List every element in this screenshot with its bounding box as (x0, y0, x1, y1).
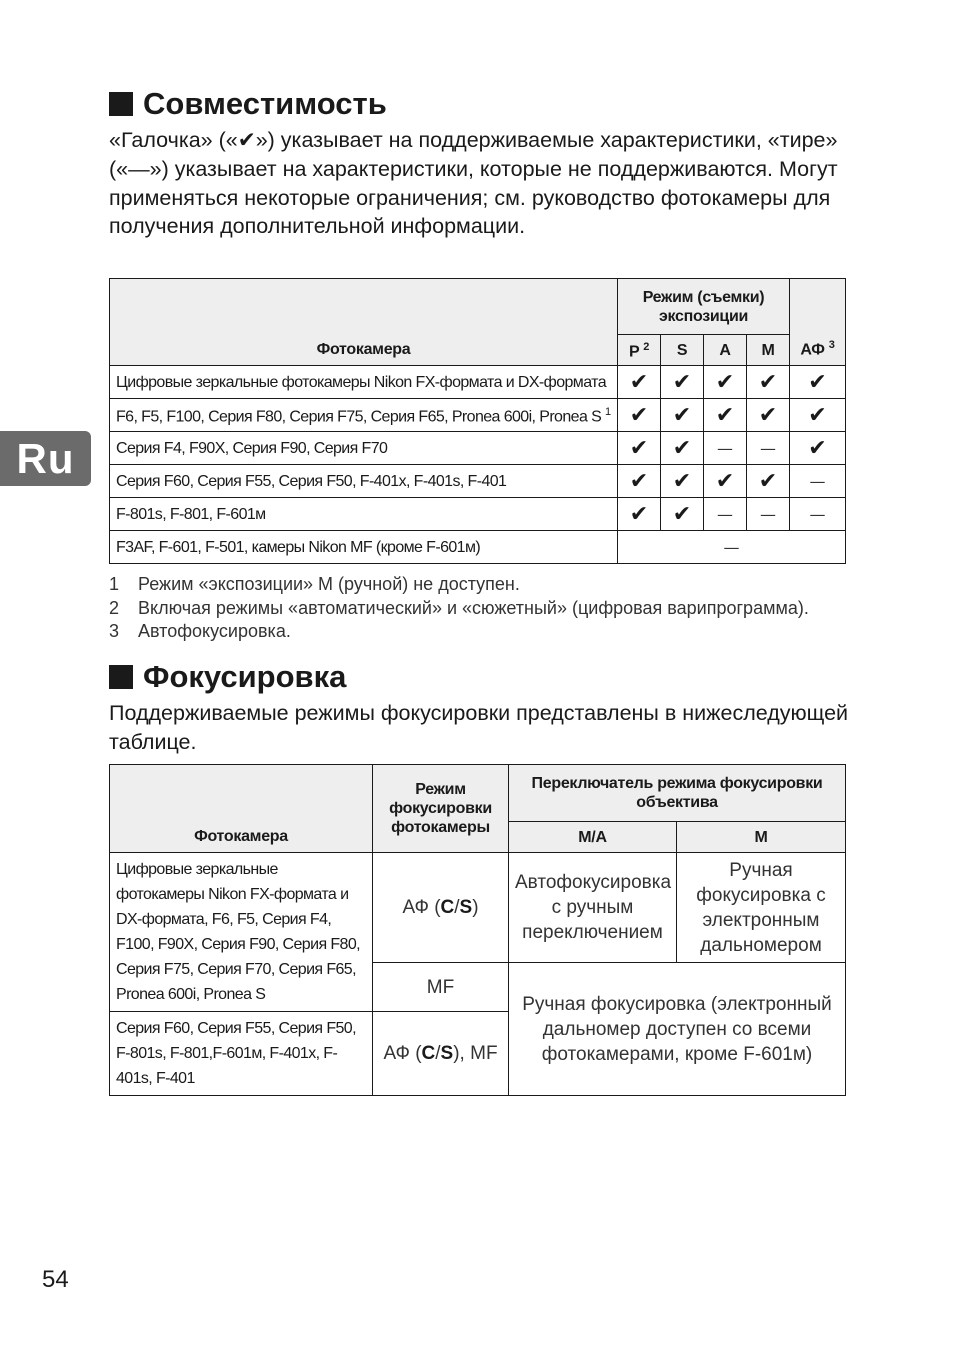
table-row (110, 531, 846, 564)
mark-cell: ✔ (747, 366, 790, 399)
camera-cell: F3AF, F-601, F-501, камеры Nikon MF (кроме F-601м) (110, 531, 618, 564)
mark-cell: ✔ (704, 366, 747, 399)
mark-cell: ✔ (661, 465, 704, 498)
focus-mode-cell: АФ (C/S), MF (373, 1012, 509, 1096)
mark-cell: ✔ (618, 432, 661, 465)
ma-cell: Автофокусировка с ручным переключением (509, 853, 677, 963)
merged-mark-cell: — (618, 531, 846, 564)
footnote: 1 Режим «экспозиции» M (ручной) не доступен. (109, 574, 520, 594)
page-number: 54 (42, 1266, 69, 1293)
mark-cell: ✔ (618, 399, 661, 432)
header-camera: Фотокамера (110, 765, 373, 853)
mark-cell: ✔ (618, 498, 661, 531)
camera-cell: Серия F60, Серия F55, Серия F50, F-401x, F-401s, F-401 (110, 465, 618, 498)
language-tab-ru: Ru (0, 431, 91, 486)
compatibility-table (109, 278, 846, 564)
header-s: S (661, 335, 704, 366)
mark-cell: ✔ (661, 498, 704, 531)
mark-cell: — (747, 432, 790, 465)
m-cell: Ручная фокусировка с электронным дальномером (677, 853, 846, 963)
section-title-text: Фокусировка (143, 659, 347, 694)
table-row (110, 432, 846, 465)
header-af: АФ $^3$ (790, 279, 846, 366)
mark-cell: ✔ (790, 432, 846, 465)
footnote-ref: 1 (605, 406, 611, 419)
footnote: 2 Включая режимы «автоматический» и «сюжетный» (цифровая варипрограмма). (109, 597, 809, 618)
focus-mode-cell: АФ (C/S) (373, 853, 509, 963)
mark-cell: ✔ (661, 432, 704, 465)
square-bullet-icon (109, 665, 133, 689)
mark-cell: — (747, 498, 790, 531)
table-row (110, 366, 846, 399)
table-row (110, 498, 846, 531)
mark-cell: ✔ (618, 465, 661, 498)
camera-cell: F6, F5, F100, Серия F80, Серия F75, Серия F65, Pronea 600i, Pronea S $^1$ (110, 399, 618, 432)
header-m: M (747, 335, 790, 366)
mark-cell: ✔ (661, 366, 704, 399)
header-camera: Фотокамера (110, 279, 618, 366)
header-exposure-mode: Режим (съемки) экспозиции (618, 279, 790, 335)
table-row (110, 399, 846, 432)
camera-cell: F-801s, F-801, F-601м (110, 498, 618, 531)
mark-cell: ✔ (661, 399, 704, 432)
mark-cell: ✔ (790, 366, 846, 399)
header-camera-focus-mode: Режим фокусировки фотокамеры (373, 765, 509, 853)
merged-manual-cell: Ручная фокусировка (электронный дальномер доступен со всеми фотокамерами, кроме F-601м) (509, 963, 846, 1096)
mark-cell: — (790, 465, 846, 498)
camera-cell: Цифровые зеркальные фотокамеры Nikon FX-формата и DX-формата, F6, F5, Серия F4, F100, F90X, Серия F90, Серия F80, Серия F75, Серия F70, Серия F65, Pronea 600i, Pronea S (110, 853, 373, 1012)
header-a: A (704, 335, 747, 366)
table-row (110, 465, 846, 498)
header-m: M (677, 822, 846, 853)
section-title-focus (109, 659, 346, 695)
focus-mode-cell: MF (373, 963, 509, 1012)
mark-cell: — (704, 432, 747, 465)
focus-table (109, 764, 846, 1096)
section-title-compatibility (109, 86, 387, 122)
table-row (110, 853, 846, 963)
camera-cell: Цифровые зеркальные фотокамеры Nikon FX-формата и DX-формата (110, 366, 618, 399)
mark-cell: ✔ (790, 399, 846, 432)
camera-cell: Серия F4, F90X, Серия F90, Серия F70 (110, 432, 618, 465)
mark-cell: ✔ (747, 399, 790, 432)
header-p: P $^2$ (618, 335, 661, 366)
mark-cell: ✔ (747, 465, 790, 498)
compatibility-intro: «Галочка» («✔») указывает на поддерживаемые характеристики, «тире» («—») указывает на характеристики, которые не поддерживаются. Могут применяться некоторые ограничения; см. руководство фотокамеры для получения дополнительной информации. (109, 128, 838, 239)
mark-cell: ✔ (618, 366, 661, 399)
mark-cell: — (790, 498, 846, 531)
footnotes (109, 573, 809, 644)
header-lens-switch: Переключатель режима фокусировки объектива (509, 765, 846, 822)
camera-cell: Серия F60, Серия F55, Серия F50, F-801s, F-801,F-601м, F-401x, F-401s, F-401 (110, 1012, 373, 1096)
header-ma: M/A (509, 822, 677, 853)
mark-cell: — (704, 498, 747, 531)
focus-intro: Поддерживаемые режимы фокусировки представлены в нижеследующей таблице. (109, 701, 849, 754)
mark-cell: ✔ (704, 399, 747, 432)
footnote: 3 Автофокусировка. (109, 621, 291, 641)
square-bullet-icon (109, 92, 133, 116)
mark-cell: ✔ (704, 465, 747, 498)
section-title-text: Совместимость (143, 86, 387, 121)
